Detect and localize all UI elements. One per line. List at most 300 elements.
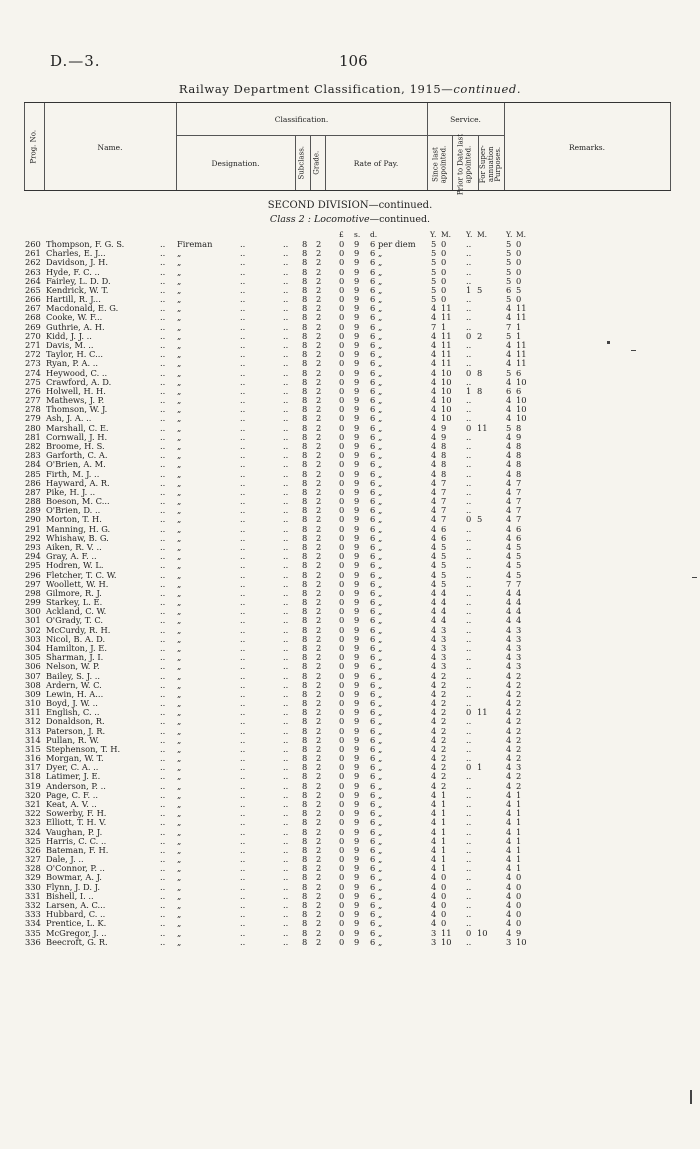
cell-super-months: 0 [516,909,522,920]
cell-subclass: 8 [302,863,308,874]
cell-subclass: 8 [302,569,308,580]
cell-grade: 2 [316,248,322,259]
cell-grade: 2 [316,936,322,947]
cell-prog-no: 315 [25,743,41,754]
cell-leader: .. [283,743,289,754]
cell-super-years: 4 [506,909,512,920]
cell-pay-shillings: 9 [354,597,360,607]
cell-prior-years: .. [466,753,472,764]
unit-pence: d. [370,230,378,239]
cell-designation: „ [177,541,182,552]
cell-designation: „ [177,863,182,874]
cell-leader: .. [240,762,246,773]
cell-pay-pence: 6 [370,615,376,626]
cell-prior-years: .. [466,358,472,369]
table-row [0,901,700,910]
cell-designation: „ [177,918,182,929]
cell-leader: .. [283,441,289,451]
cell-leader: .. [240,312,246,323]
title-suffix: continued. [453,82,522,96]
cell-subclass: 8 [302,441,308,451]
cell-designation: „ [177,551,182,562]
cell-since-months: 9 [441,431,447,442]
cell-leader: .. [283,514,289,525]
cell-designation: „ [177,303,182,314]
cell-pay-pounds: 0 [339,275,345,286]
cell-pay-pounds: 0 [339,606,345,617]
cell-since-years: 4 [431,780,437,791]
cell-since-years: 4 [431,349,437,360]
cell-pay-period: „ [378,808,383,819]
cell-pay-pence: 6 [370,826,376,837]
cell-leader: .. [240,330,246,341]
cell-grade: 2 [316,578,322,589]
cell-since-years: 4 [431,496,437,506]
cell-leader: .. [240,275,246,286]
cell-since-years: 5 [431,275,437,286]
cell-grade: 2 [316,679,322,690]
cell-leader: .. [240,633,246,644]
cell-leader: .. [240,698,246,708]
cell-leader: .. [283,725,289,736]
cell-name: Macdonald, E. G. [46,303,119,314]
cell-super-months: 0 [516,294,522,305]
cell-super-months: 3 [516,642,522,653]
cell-prior-months: 11 [477,707,488,718]
cell-super-years: 4 [506,698,512,708]
cell-prior-years: .. [466,349,472,360]
cell-leader: .. [160,854,166,865]
cell-pay-period: „ [378,376,383,387]
cell-designation: „ [177,900,182,910]
cell-designation: „ [177,661,182,672]
cell-pay-period: „ [378,854,383,865]
cell-designation: „ [177,688,182,699]
cell-leader: .. [283,881,289,892]
cell-pay-shillings: 9 [354,716,360,727]
cell-super-months: 2 [516,707,522,718]
cell-name: Hayward, A. R. [46,477,110,488]
cell-name: Page, C. F. .. [46,789,98,800]
cell-super-months: 1 [516,863,522,874]
cell-since-years: 4 [431,541,437,552]
cell-super-months: 8 [516,422,522,433]
cell-subclass: 8 [302,385,308,396]
cell-since-years: 5 [431,239,437,249]
cell-name: O'Brien, A. M. [46,459,106,470]
cell-subclass: 8 [302,688,308,699]
cell-leader: .. [160,624,166,635]
cell-grade: 2 [316,284,322,295]
cell-designation: „ [177,854,182,865]
cell-subclass: 8 [302,321,308,332]
table-row [0,433,700,442]
cell-subclass: 8 [302,349,308,360]
col-classification: Classification. [274,115,329,124]
cell-subclass: 8 [302,597,308,607]
cell-subclass: 8 [302,468,308,479]
cell-grade: 2 [316,330,322,341]
cell-grade: 2 [316,652,322,663]
cell-subclass: 8 [302,248,308,259]
cell-prog-no: 304 [25,642,41,653]
cell-pay-pence: 6 [370,486,376,497]
cell-prior-years: .. [466,872,472,883]
cell-leader: .. [283,624,289,635]
cell-pay-pence: 6 [370,275,376,286]
cell-since-years: 4 [431,486,437,497]
cell-name: Charles, E. J... [46,248,106,259]
cell-designation: „ [177,560,182,571]
cell-leader: .. [160,450,166,461]
cell-prog-no: 273 [25,358,41,369]
cell-pay-pence: 6 [370,541,376,552]
cell-pay-pence: 6 [370,753,376,764]
cell-grade: 2 [316,597,322,607]
cell-designation: „ [177,257,182,268]
cell-since-months: 2 [441,716,447,727]
title-main: Railway Department Classification, 1915— [178,82,454,96]
cell-leader: .. [160,505,166,516]
cell-pay-pounds: 0 [339,431,345,442]
cell-super-years: 4 [506,854,512,865]
cell-designation: „ [177,624,182,635]
cell-designation: „ [177,606,182,617]
cell-leader: .. [160,909,166,920]
cell-subclass: 8 [302,716,308,727]
cell-grade: 2 [316,459,322,470]
cell-pay-period: „ [378,569,383,580]
cell-subclass: 8 [302,275,308,286]
cell-prog-no: 288 [25,496,41,506]
cell-designation: „ [177,312,182,323]
cell-pay-shillings: 9 [354,257,360,268]
cell-leader: .. [240,688,246,699]
cell-prog-no: 274 [25,367,41,378]
cell-leader: .. [283,395,289,406]
cell-leader: .. [160,799,166,809]
cell-prior-years: .. [466,688,472,699]
cell-since-years: 4 [431,376,437,387]
cell-prog-no: 307 [25,670,41,681]
cell-prior-years: .. [466,532,472,543]
cell-pay-pounds: 0 [339,817,345,828]
cell-super-months: 5 [516,560,522,571]
cell-prior-years: .. [466,560,472,571]
cell-pay-pounds: 0 [339,385,345,396]
cell-prog-no: 325 [25,835,41,846]
cell-pay-period: „ [378,587,383,598]
cell-since-years: 4 [431,734,437,745]
table-row [0,543,700,552]
cell-leader: .. [160,661,166,672]
margin-mark [692,577,697,578]
cell-since-months: 2 [441,753,447,764]
cell-name: Bateman, F. H. [46,844,109,855]
cell-prior-years: .. [466,294,472,305]
cell-pay-pounds: 0 [339,597,345,607]
cell-pay-shillings: 9 [354,743,360,754]
cell-since-years: 4 [431,698,437,708]
cell-name: Mathews, J. P. [46,395,105,406]
cell-since-months: 7 [441,477,447,488]
cell-super-years: 5 [506,275,512,286]
cell-pay-shillings: 9 [354,569,360,580]
cell-super-months: 1 [516,854,522,865]
cell-name: Dyer, C. A. .. [46,762,99,773]
cell-pay-pounds: 0 [339,835,345,846]
cell-grade: 2 [316,844,322,855]
cell-since-months: 11 [441,303,452,314]
cell-prior-years: .. [466,661,472,672]
cell-super-years: 5 [506,294,512,305]
cell-name: Flynn, J. D. J. [46,881,100,892]
table-row [0,727,700,736]
cell-leader: .. [240,615,246,626]
cell-leader: .. [240,936,246,947]
cell-pay-shillings: 9 [354,771,360,782]
cell-grade: 2 [316,771,322,782]
cell-prog-no: 323 [25,817,41,828]
table-row [0,717,700,726]
cell-subclass: 8 [302,496,308,506]
cell-designation: „ [177,799,182,809]
cell-leader: .. [240,468,246,479]
cell-leader: .. [160,321,166,332]
cell-pay-pence: 6 [370,606,376,617]
cell-since-years: 4 [431,753,437,764]
cell-prog-no: 336 [25,936,41,947]
cell-designation: „ [177,679,182,690]
cell-super-months: 0 [516,890,522,901]
cell-name: Keat, A. V. .. [46,799,97,809]
cell-designation: „ [177,284,182,295]
cell-designation: „ [177,743,182,754]
cell-super-months: 11 [516,312,527,323]
cell-leader: .. [160,569,166,580]
cell-leader: .. [240,294,246,305]
cell-prior-years: .. [466,266,472,277]
cell-designation: „ [177,789,182,800]
cell-pay-shillings: 9 [354,679,360,690]
cell-grade: 2 [316,881,322,892]
cell-name: Heywood, C. .. [46,367,108,378]
cell-pay-shillings: 9 [354,294,360,305]
cell-leader: .. [240,597,246,607]
cell-pay-pounds: 0 [339,661,345,672]
cell-grade: 2 [316,450,322,461]
cell-pay-period: „ [378,284,383,295]
cell-name: Ash, J. A. .. [46,413,92,424]
cell-grade: 2 [316,725,322,736]
cell-pay-pence: 6 [370,863,376,874]
cell-name: Fletcher, T. C. W. [46,569,117,580]
cell-pay-pounds: 0 [339,376,345,387]
cell-name: Latimer, J. E. [46,771,101,782]
cell-prog-no: 308 [25,679,41,690]
cell-leader: .. [160,927,166,938]
cell-leader: .. [240,248,246,259]
cell-subclass: 8 [302,266,308,277]
cell-prog-no: 314 [25,734,41,745]
cell-since-years: 4 [431,688,437,699]
cell-name: Hodren, W. L. [46,560,104,571]
cell-pay-pence: 6 [370,477,376,488]
cell-pay-period: „ [378,468,383,479]
cell-designation: „ [177,330,182,341]
cell-since-years: 4 [431,468,437,479]
cell-subclass: 8 [302,771,308,782]
cell-grade: 2 [316,486,322,497]
cell-leader: .. [283,349,289,360]
cell-pay-pence: 6 [370,762,376,773]
cell-leader: .. [160,239,166,249]
cell-leader: .. [240,863,246,874]
cell-prog-no: 324 [25,826,41,837]
cell-since-years: 4 [431,762,437,773]
cell-grade: 2 [316,468,322,479]
cell-prior-years: .. [466,642,472,653]
cell-pay-period: „ [378,450,383,461]
cell-leader: .. [240,560,246,571]
cell-leader: .. [240,395,246,406]
cell-pay-period: „ [378,661,383,672]
cell-prior-years: .. [466,863,472,874]
cell-prior-years: .. [466,486,472,497]
cell-grade: 2 [316,532,322,543]
cell-since-months: 0 [441,294,447,305]
cell-leader: .. [240,725,246,736]
cell-prior-years: .. [466,881,472,892]
cell-prior-years: .. [466,652,472,663]
cell-grade: 2 [316,441,322,451]
cell-leader: .. [240,413,246,424]
cell-grade: 2 [316,615,322,626]
cell-prior-years: .. [466,477,472,488]
cell-super-years: 4 [506,615,512,626]
cell-designation: „ [177,459,182,470]
cell-prog-no: 318 [25,771,41,782]
cell-subclass: 8 [302,707,308,718]
cell-prior-years: 0 [466,762,472,773]
cell-leader: .. [160,385,166,396]
cell-leader: .. [160,826,166,837]
cell-leader: .. [160,349,166,360]
cell-leader: .. [240,569,246,580]
cell-super-years: 4 [506,890,512,901]
cell-designation: „ [177,358,182,369]
cell-since-months: 5 [441,551,447,562]
cell-leader: .. [240,358,246,369]
cell-pay-shillings: 9 [354,404,360,415]
cell-prior-months: 10 [477,927,488,938]
cell-pay-pounds: 0 [339,468,345,479]
cell-prog-no: 271 [25,340,41,350]
cell-pay-pounds: 0 [339,652,345,663]
cell-pay-shillings: 9 [354,303,360,314]
cell-super-months: 5 [516,569,522,580]
cell-grade: 2 [316,257,322,268]
table-row [0,681,700,690]
cell-since-years: 5 [431,294,437,305]
cell-leader: .. [283,633,289,644]
cell-pay-pence: 6 [370,743,376,754]
cell-pay-period: „ [378,927,383,938]
cell-subclass: 8 [302,789,308,800]
cell-since-months: 7 [441,496,447,506]
cell-subclass: 8 [302,505,308,516]
cell-since-months: 1 [441,844,447,855]
cell-super-years: 4 [506,927,512,938]
cell-prog-no: 286 [25,477,41,488]
cell-leader: .. [283,239,289,249]
cell-leader: .. [283,404,289,415]
cell-leader: .. [160,789,166,800]
cell-prior-years: 0 [466,927,472,938]
cell-pay-period: „ [378,422,383,433]
cell-name: Holwell, H. H. [46,385,106,396]
cell-super-months: 7 [516,486,522,497]
cell-super-years: 4 [506,404,512,415]
cell-pay-pence: 6 [370,642,376,653]
cell-pay-pence: 6 [370,661,376,672]
cell-grade: 2 [316,303,322,314]
cell-prior-years: .. [466,799,472,809]
cell-super-years: 4 [506,707,512,718]
cell-pay-pounds: 0 [339,808,345,819]
cell-designation: „ [177,826,182,837]
cell-leader: .. [283,753,289,764]
cell-since-years: 4 [431,817,437,828]
cell-since-months: 9 [441,422,447,433]
cell-leader: .. [283,385,289,396]
cell-pay-period: „ [378,303,383,314]
cell-subclass: 8 [302,486,308,497]
cell-pay-period: „ [378,551,383,562]
cell-prior-years: .. [466,698,472,708]
cell-designation: „ [177,652,182,663]
cell-leader: .. [240,679,246,690]
cell-super-months: 6 [516,523,522,534]
cell-since-months: 3 [441,633,447,644]
cell-pay-shillings: 9 [354,349,360,360]
cell-super-months: 7 [516,496,522,506]
cell-since-years: 4 [431,404,437,415]
cell-super-years: 4 [506,505,512,516]
cell-since-years: 4 [431,707,437,718]
cell-pay-shillings: 9 [354,422,360,433]
cell-leader: .. [283,799,289,809]
cell-since-years: 4 [431,863,437,874]
cell-super-years: 4 [506,477,512,488]
cell-subclass: 8 [302,918,308,929]
cell-prior-years: .. [466,817,472,828]
cell-pay-pounds: 0 [339,881,345,892]
cell-since-years: 4 [431,826,437,837]
table-row [0,763,700,772]
cell-super-months: 7 [516,514,522,525]
cell-leader: .. [160,294,166,305]
cell-pay-pence: 6 [370,835,376,846]
cell-leader: .. [240,881,246,892]
cell-pay-period: „ [378,743,383,754]
cell-pay-pence: 6 [370,633,376,644]
cell-since-months: 11 [441,927,452,938]
cell-since-years: 5 [431,284,437,295]
unit-prior-m: M. [477,230,488,239]
cell-super-years: 4 [506,753,512,764]
cell-super-years: 4 [506,459,512,470]
